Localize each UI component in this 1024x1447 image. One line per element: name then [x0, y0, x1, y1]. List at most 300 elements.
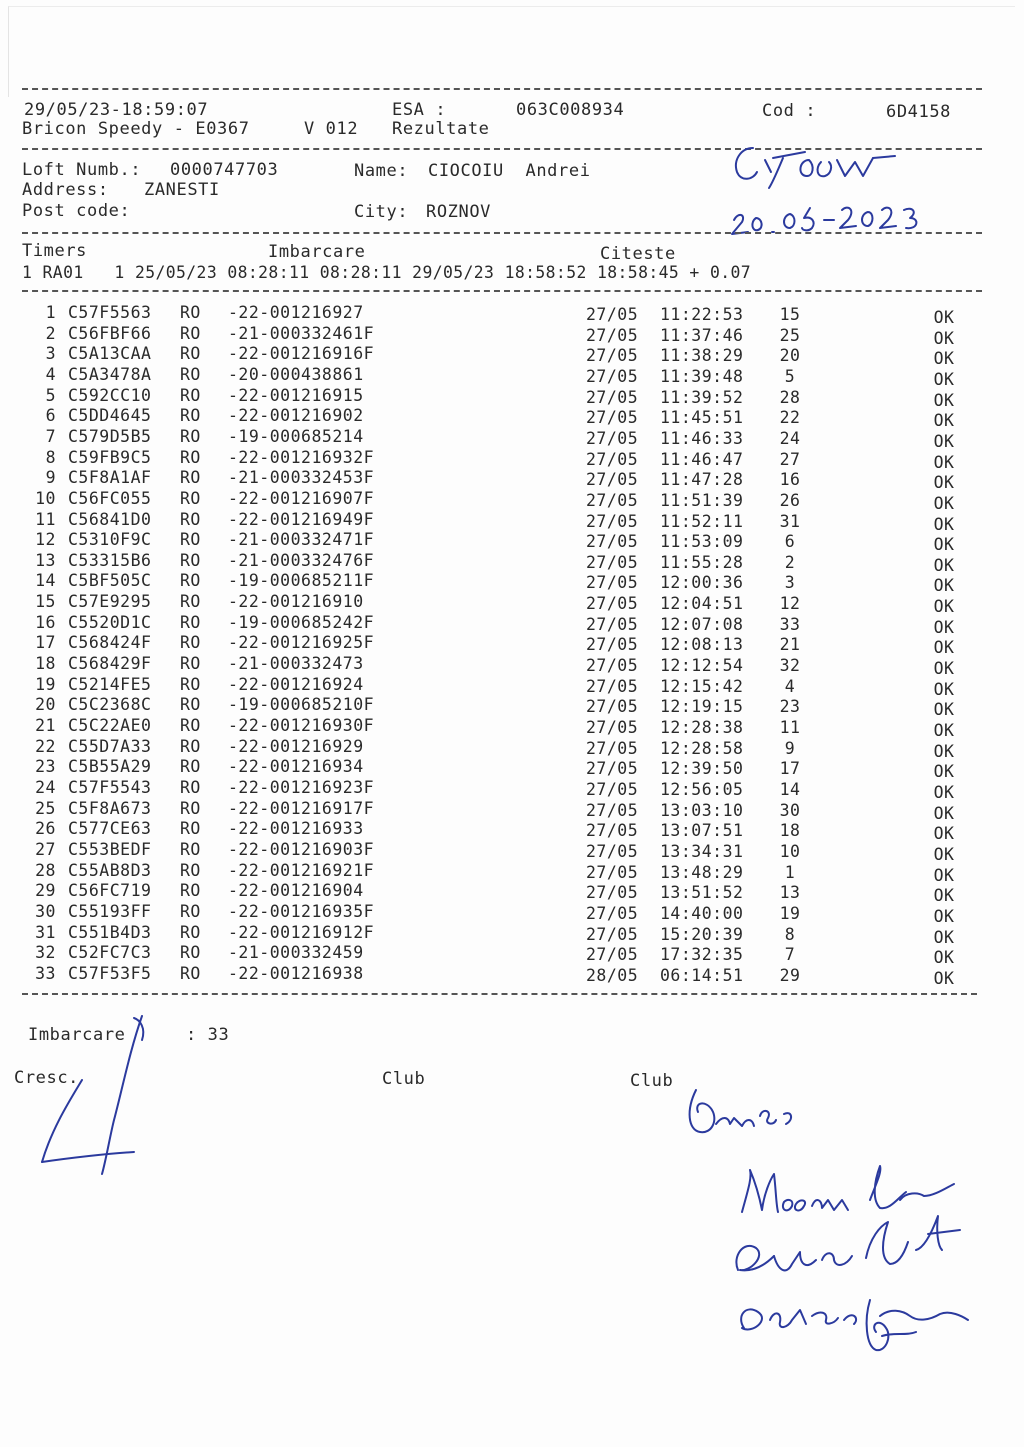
status-ok: OK — [933, 782, 955, 802]
chip-id: C553BEDF — [68, 839, 152, 859]
arrival-position: 20 — [779, 346, 801, 366]
row-index: 19 — [35, 674, 56, 694]
ring-number: -21-000332476F — [228, 550, 375, 570]
chip-id: C5F8A673 — [68, 798, 152, 818]
ring-number: -22-001216921F — [228, 860, 375, 880]
arrival-time: 12:19:15 — [660, 697, 744, 717]
citeste-label: Citeste — [600, 244, 676, 264]
row-index: 31 — [35, 922, 56, 942]
country-code: RO — [180, 860, 201, 880]
chip-id: C56FC055 — [68, 488, 152, 508]
country-code: RO — [180, 447, 201, 467]
ring-number: -21-000332471F — [228, 530, 375, 550]
arrival-time: 13:07:51 — [660, 821, 744, 841]
arrival-date: 27/05 — [586, 325, 639, 345]
arrival-date: 27/05 — [586, 346, 639, 366]
arrival-position: 17 — [779, 759, 801, 779]
club-signatures — [730, 1160, 980, 1365]
status-ok: OK — [933, 824, 955, 844]
ring-number: -22-001216938 — [228, 963, 364, 983]
result-row — [0, 447, 1000, 472]
arrival-position: 27 — [779, 449, 801, 469]
arrival-date: 27/05 — [586, 841, 639, 861]
country-code: RO — [180, 819, 201, 839]
status-ok: OK — [933, 659, 955, 679]
arrival-time: 14:40:00 — [660, 903, 744, 923]
row-index: 20 — [35, 695, 56, 715]
status-ok: OK — [933, 597, 955, 617]
result-row — [0, 777, 1000, 802]
country-code: RO — [180, 674, 201, 694]
arrival-time: 11:53:09 — [660, 532, 744, 552]
ring-number: -19-000685242F — [228, 612, 375, 632]
result-row — [0, 406, 1000, 431]
chip-id: C5310F9C — [68, 530, 152, 550]
ring-number: -22-001216912F — [228, 922, 375, 942]
chip-id: C56841D0 — [68, 509, 152, 529]
arrival-position: 5 — [784, 366, 796, 386]
country-code: RO — [180, 488, 201, 508]
arrival-position: 4 — [784, 676, 796, 696]
cod-label: Cod : — [762, 101, 817, 121]
status-ok: OK — [933, 721, 955, 740]
status-ok: OK — [933, 803, 955, 823]
arrival-position: 18 — [779, 821, 801, 841]
country-code: RO — [180, 633, 201, 653]
ring-number: -22-001216904 — [228, 881, 364, 901]
chip-id: C57E9295 — [68, 592, 152, 612]
result-row — [0, 881, 1000, 906]
ring-number: -19-000685214 — [228, 426, 364, 446]
arrival-time: 11:51:39 — [660, 490, 744, 510]
timer-line: 1 RA01 1 25/05/23 08:28:11 08:28:11 29/05/23 18:58:52 18:58:45 + 0.07 — [22, 263, 752, 282]
arrival-date: 27/05 — [586, 366, 639, 386]
arrival-date: 27/05 — [586, 738, 639, 758]
chip-id: C59FB9C5 — [68, 447, 152, 467]
arrival-date: 27/05 — [586, 449, 639, 469]
address-value: ZANESTI — [144, 180, 220, 200]
report-datetime: 29/05/23-18:59:07 — [24, 100, 209, 120]
country-code: RO — [180, 364, 201, 384]
country-code: RO — [180, 406, 201, 426]
handwritten-name — [725, 138, 925, 190]
device-name: Bricon Speedy - E0367 — [22, 119, 250, 139]
chip-id: C57F5543 — [68, 777, 152, 797]
arrival-time: 12:04:51 — [660, 594, 744, 614]
arrival-position: 3 — [784, 573, 796, 593]
country-code: RO — [180, 612, 201, 632]
loft-number-value: 0000747703 — [170, 160, 279, 180]
arrival-time: 11:52:11 — [660, 511, 744, 531]
row-index: 21 — [35, 716, 56, 735]
status-ok: OK — [933, 741, 955, 761]
chip-id: C5520D1C — [68, 612, 152, 632]
arrival-position: 32 — [779, 656, 801, 676]
arrival-date: 28/05 — [586, 965, 639, 985]
result-row — [0, 323, 1000, 348]
arrival-time: 12:15:42 — [660, 676, 744, 696]
chip-id: C5C2368C — [68, 695, 152, 715]
result-row — [0, 736, 1000, 761]
result-row — [0, 344, 1000, 369]
result-row — [0, 612, 1000, 637]
arrival-position: 12 — [779, 594, 801, 614]
chip-id: C5F8A1AF — [68, 468, 152, 488]
status-ok: OK — [933, 844, 955, 864]
fancier-signature — [30, 1010, 160, 1180]
ring-number: -22-001216949F — [228, 509, 375, 529]
arrival-time: 11:37:46 — [660, 325, 744, 345]
country-code: RO — [180, 426, 201, 446]
separator-results — [22, 290, 982, 292]
result-row — [0, 695, 1000, 720]
row-index: 2 — [45, 323, 56, 343]
report-type: Rezultate — [392, 119, 490, 139]
ring-number: -22-001216917F — [228, 798, 375, 818]
chip-id: C55D7A33 — [68, 736, 152, 756]
ring-number: -22-001216923F — [228, 777, 375, 797]
chip-id: C56FC719 — [68, 881, 152, 901]
esa-label: ESA : — [392, 100, 447, 120]
ring-number: -20-000438861 — [228, 364, 364, 384]
ring-number: -22-001216915 — [228, 385, 364, 405]
footer-imbarcare-label: Imbarcare — [28, 1025, 126, 1045]
ring-number: -22-001216910 — [228, 592, 364, 612]
result-row — [0, 385, 1000, 410]
status-ok: OK — [933, 328, 955, 348]
row-index: 28 — [35, 860, 56, 880]
chip-id: C57F53F5 — [68, 963, 152, 983]
arrival-time: 12:08:13 — [660, 635, 744, 655]
separator-top — [22, 88, 982, 90]
arrival-time: 15:20:39 — [660, 924, 744, 944]
arrival-position: 21 — [779, 635, 801, 655]
row-index: 6 — [45, 406, 56, 426]
postcode-label: Post code: — [22, 201, 131, 221]
arrival-time: 12:07:08 — [660, 614, 744, 634]
arrival-position: 15 — [779, 305, 801, 324]
arrival-date: 27/05 — [586, 470, 639, 490]
row-index: 5 — [45, 385, 56, 405]
arrival-time: 11:22:53 — [660, 305, 744, 324]
arrival-date: 27/05 — [586, 800, 639, 820]
arrival-position: 22 — [779, 408, 801, 428]
chip-id: C5A3478A — [68, 364, 152, 384]
arrival-date: 27/05 — [586, 903, 639, 923]
arrival-position: 11 — [779, 718, 801, 737]
ring-number: -22-001216933 — [228, 819, 364, 839]
arrival-time: 11:38:29 — [660, 346, 744, 366]
ring-number: -22-001216930F — [228, 716, 375, 735]
country-code: RO — [180, 654, 201, 674]
result-row — [0, 798, 1000, 823]
ring-number: -22-001216927 — [228, 303, 364, 322]
ring-number: -22-001216934 — [228, 757, 364, 777]
status-ok: OK — [933, 473, 955, 493]
arrival-time: 06:14:51 — [660, 965, 744, 985]
footer-imbarcare-count: : 33 — [186, 1025, 230, 1045]
result-row — [0, 674, 1000, 699]
arrival-time: 11:39:52 — [660, 387, 744, 407]
arrival-date: 27/05 — [586, 635, 639, 655]
row-index: 29 — [35, 881, 56, 901]
country-code: RO — [180, 963, 201, 983]
city-value: ROZNOV — [426, 202, 492, 222]
arrival-position: 7 — [784, 945, 796, 965]
result-row — [0, 426, 1000, 451]
result-row — [0, 654, 1000, 679]
chip-id: C57F5563 — [68, 303, 152, 322]
arrival-position: 13 — [779, 883, 801, 903]
arrival-time: 13:48:29 — [660, 862, 744, 882]
result-row — [0, 592, 1000, 617]
result-row — [0, 716, 1000, 740]
status-ok: OK — [933, 762, 955, 782]
ring-number: -22-001216916F — [228, 344, 375, 364]
country-code: RO — [180, 881, 201, 901]
arrival-date: 27/05 — [586, 656, 639, 676]
arrival-date: 27/05 — [586, 614, 639, 634]
arrival-position: 31 — [779, 511, 801, 531]
separator-timers — [22, 232, 982, 234]
status-ok: OK — [933, 886, 955, 906]
result-row — [0, 943, 1000, 968]
arrival-date: 27/05 — [586, 821, 639, 841]
chip-id: C579D5B5 — [68, 426, 152, 446]
arrival-time: 11:46:33 — [660, 428, 744, 448]
chip-id: C5214FE5 — [68, 674, 152, 694]
chip-id: C577CE63 — [68, 819, 152, 839]
ring-number: -21-000332459 — [228, 943, 364, 963]
arrival-position: 14 — [779, 779, 801, 799]
row-index: 12 — [35, 530, 56, 550]
ring-number: -22-001216924 — [228, 674, 364, 694]
scan-edge — [8, 6, 1015, 97]
arrival-position: 26 — [779, 490, 801, 510]
country-code: RO — [180, 716, 201, 735]
status-ok: OK — [933, 617, 955, 637]
chip-id: C52FC7C3 — [68, 943, 152, 963]
status-ok: OK — [933, 948, 955, 968]
row-index: 3 — [45, 344, 56, 364]
country-code: RO — [180, 571, 201, 591]
result-row — [0, 571, 1000, 596]
row-index: 11 — [35, 509, 56, 529]
arrival-date: 27/05 — [586, 883, 639, 903]
row-index: 9 — [45, 468, 56, 488]
country-code: RO — [180, 736, 201, 756]
row-index: 17 — [35, 633, 56, 653]
ring-number: -22-001216935F — [228, 901, 375, 921]
arrival-position: 33 — [779, 614, 801, 634]
arrival-time: 13:03:10 — [660, 800, 744, 820]
row-index: 10 — [35, 488, 56, 508]
arrival-position: 30 — [779, 800, 801, 820]
arrival-position: 29 — [779, 965, 801, 985]
row-index: 26 — [35, 819, 56, 839]
status-ok: OK — [933, 576, 955, 596]
arrival-time: 11:55:28 — [660, 552, 744, 572]
address-label: Address: — [22, 180, 109, 200]
ring-number: -22-001216907F — [228, 488, 375, 508]
status-ok: OK — [933, 369, 955, 389]
status-ok: OK — [933, 452, 955, 472]
status-ok: OK — [933, 493, 955, 513]
row-index: 16 — [35, 612, 56, 632]
status-ok: OK — [933, 679, 955, 699]
arrival-date: 27/05 — [586, 552, 639, 572]
status-ok: OK — [933, 390, 955, 410]
status-ok: OK — [933, 308, 955, 327]
row-index: 14 — [35, 571, 56, 591]
name-label: Name: — [354, 161, 409, 181]
ring-number: -21-000332453F — [228, 468, 375, 488]
row-index: 27 — [35, 839, 56, 859]
result-row — [0, 963, 1000, 988]
arrival-date: 27/05 — [586, 924, 639, 944]
arrival-position: 28 — [779, 387, 801, 407]
arrival-position: 24 — [779, 428, 801, 448]
arrival-date: 27/05 — [586, 759, 639, 779]
country-code: RO — [180, 550, 201, 570]
country-code: RO — [180, 509, 201, 529]
country-code: RO — [180, 303, 201, 322]
country-code: RO — [180, 323, 201, 343]
row-index: 30 — [35, 901, 56, 921]
ring-number: -22-001216929 — [228, 736, 364, 756]
ring-number: -22-001216902 — [228, 406, 364, 426]
arrival-date: 27/05 — [586, 532, 639, 552]
country-code: RO — [180, 530, 201, 550]
arrival-date: 27/05 — [586, 779, 639, 799]
ring-number: -22-001216925F — [228, 633, 375, 653]
arrival-position: 16 — [779, 470, 801, 490]
loft-number-label: Loft Numb.: — [22, 160, 142, 180]
arrival-time: 12:28:58 — [660, 738, 744, 758]
chip-id: C5A13CAA — [68, 344, 152, 364]
arrival-position: 23 — [779, 697, 801, 717]
row-index: 25 — [35, 798, 56, 818]
arrival-time: 13:34:31 — [660, 841, 744, 861]
result-row — [0, 819, 1000, 844]
row-index: 33 — [35, 963, 56, 983]
row-index: 15 — [35, 592, 56, 612]
arrival-time: 12:39:50 — [660, 759, 744, 779]
result-row — [0, 633, 1000, 658]
country-code: RO — [180, 757, 201, 777]
status-ok: OK — [933, 906, 955, 926]
country-code: RO — [180, 839, 201, 859]
row-index: 24 — [35, 777, 56, 797]
chip-id: C56FBF66 — [68, 323, 152, 343]
result-row — [0, 509, 1000, 534]
esa-value: 063C008934 — [516, 100, 625, 120]
club-signature-1 — [676, 1080, 806, 1150]
country-code: RO — [180, 777, 201, 797]
arrival-time: 12:00:36 — [660, 573, 744, 593]
row-index: 1 — [45, 303, 56, 322]
arrival-position: 6 — [784, 532, 796, 552]
chip-id: C592CC10 — [68, 385, 152, 405]
arrival-date: 27/05 — [586, 511, 639, 531]
arrival-position: 1 — [784, 862, 796, 882]
result-row — [0, 550, 1000, 575]
arrival-date: 27/05 — [586, 305, 639, 324]
status-ok: OK — [933, 411, 955, 431]
country-code: RO — [180, 695, 201, 715]
arrival-time: 12:56:05 — [660, 779, 744, 799]
row-index: 7 — [45, 426, 56, 446]
row-index: 22 — [35, 736, 56, 756]
arrival-date: 27/05 — [586, 718, 639, 737]
arrival-date: 27/05 — [586, 945, 639, 965]
crescator-label: Cresc. — [14, 1068, 80, 1088]
result-row — [0, 757, 1000, 782]
arrival-date: 27/05 — [586, 490, 639, 510]
status-ok: OK — [933, 638, 955, 658]
arrival-position: 19 — [779, 903, 801, 923]
arrival-position: 25 — [779, 325, 801, 345]
status-ok: OK — [933, 700, 955, 720]
country-code: RO — [180, 385, 201, 405]
chip-id: C5BF505C — [68, 571, 152, 591]
result-row — [0, 303, 1000, 327]
chip-id: C568429F — [68, 654, 152, 674]
ring-number: -19-000685210F — [228, 695, 375, 715]
arrival-time: 12:12:54 — [660, 656, 744, 676]
country-code: RO — [180, 943, 201, 963]
country-code: RO — [180, 798, 201, 818]
status-ok: OK — [933, 555, 955, 575]
result-row — [0, 530, 1000, 555]
status-ok: OK — [933, 927, 955, 947]
row-index: 8 — [45, 447, 56, 467]
chip-id: C5DD4645 — [68, 406, 152, 426]
result-row — [0, 860, 1000, 885]
arrival-time: 11:46:47 — [660, 449, 744, 469]
result-row — [0, 839, 1000, 864]
result-row — [0, 488, 1000, 513]
separator-bottom — [22, 993, 977, 995]
status-ok: OK — [933, 865, 955, 885]
arrival-position: 9 — [784, 738, 796, 758]
row-index: 13 — [35, 550, 56, 570]
result-row — [0, 922, 1000, 947]
cod-value: 6D4158 — [886, 102, 952, 122]
row-index: 32 — [35, 943, 56, 963]
status-ok: OK — [933, 514, 955, 534]
chip-id: C5C22AE0 — [68, 716, 152, 735]
arrival-position: 8 — [784, 924, 796, 944]
arrival-date: 27/05 — [586, 594, 639, 614]
result-row — [0, 901, 1000, 926]
status-ok: OK — [933, 535, 955, 555]
arrival-time: 17:32:35 — [660, 945, 744, 965]
arrival-position: 10 — [779, 841, 801, 861]
arrival-date: 27/05 — [586, 697, 639, 717]
ring-number: -22-001216903F — [228, 839, 375, 859]
arrival-date: 27/05 — [586, 676, 639, 696]
chip-id: C568424F — [68, 633, 152, 653]
chip-id: C551B4D3 — [68, 922, 152, 942]
ring-number: -22-001216932F — [228, 447, 375, 467]
status-ok: OK — [933, 968, 955, 988]
country-code: RO — [180, 344, 201, 364]
arrival-date: 27/05 — [586, 428, 639, 448]
row-index: 18 — [35, 654, 56, 674]
result-row — [0, 364, 1000, 389]
club-label-1: Club — [382, 1069, 426, 1089]
